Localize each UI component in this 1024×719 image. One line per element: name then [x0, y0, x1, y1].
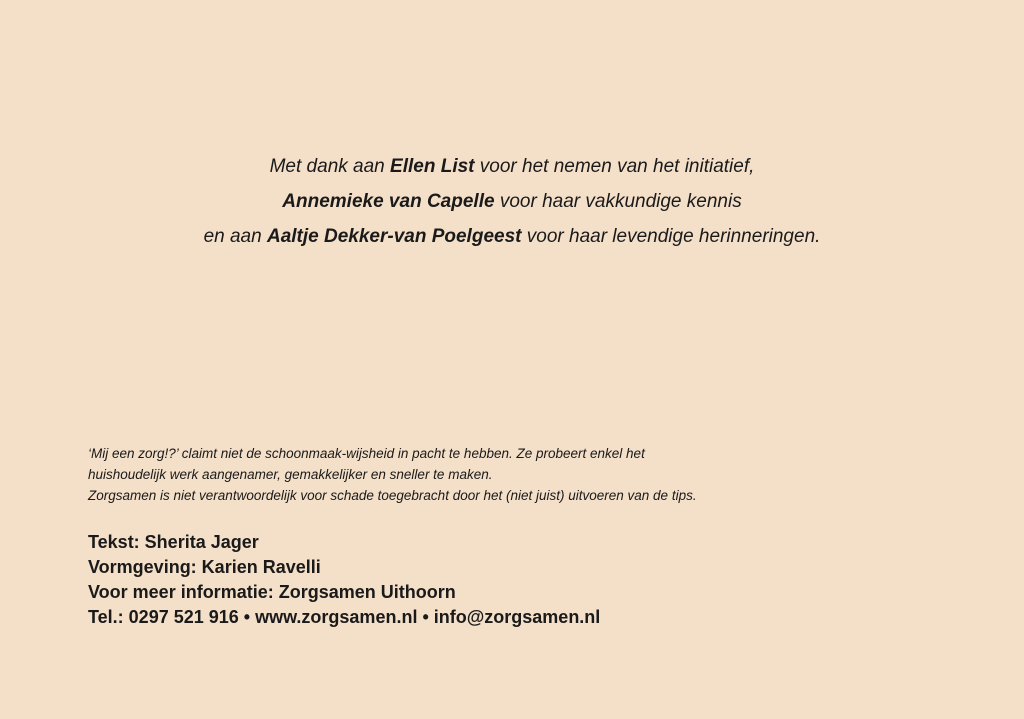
credits [88, 530, 988, 630]
acknowledgement-prefix: en aan [203, 226, 267, 247]
credit-text-author: Tekst: Sherita Jager [88, 532, 259, 552]
acknowledgement-line-aaltje-dekker [0, 219, 1024, 254]
acknowledgement-reason: voor het nemen van het initiatief, [474, 156, 755, 177]
disclaimer-line: huishoudelijk werk aangenamer, gemakkelijker en sneller te maken. [88, 467, 493, 482]
acknowledgement-line-ellen-list [0, 149, 1024, 184]
credit-design: Vormgeving: Karien Ravelli [88, 557, 321, 577]
contact-details: Tel.: 0297 521 916 • www.zorgsamen.nl • info@zorgsamen.nl [88, 607, 601, 627]
disclaimer-line: ‘Mij een zorg!?’ claimt niet de schoonmaak-wijsheid in pacht te hebben. Ze probeert enkel het [88, 446, 645, 461]
disclaimer-line: Zorgsamen is niet verantwoordelijk voor schade toegebracht door het (niet juist) uitvoeren van de tips. [88, 488, 697, 503]
acknowledgement-reason: voor haar levendige herinneringen. [521, 226, 821, 247]
acknowledgement-line-annemieke-van-capelle [0, 184, 1024, 219]
credit-more-info: Voor meer informatie: Zorgsamen Uithoorn [88, 582, 456, 602]
acknowledgements [0, 149, 1024, 254]
acknowledgement-prefix: Met dank aan [269, 156, 391, 177]
acknowledged-name-aaltje-dekker-van-poelgeest: Aaltje Dekker-van Poelgeest [266, 226, 522, 247]
acknowledged-name-ellen-list: Ellen List [390, 156, 475, 177]
disclaimer [88, 443, 988, 506]
acknowledged-name-annemieke-van-capelle: Annemieke van Capelle [282, 191, 495, 212]
acknowledgement-reason: voor haar vakkundige kennis [494, 191, 742, 212]
